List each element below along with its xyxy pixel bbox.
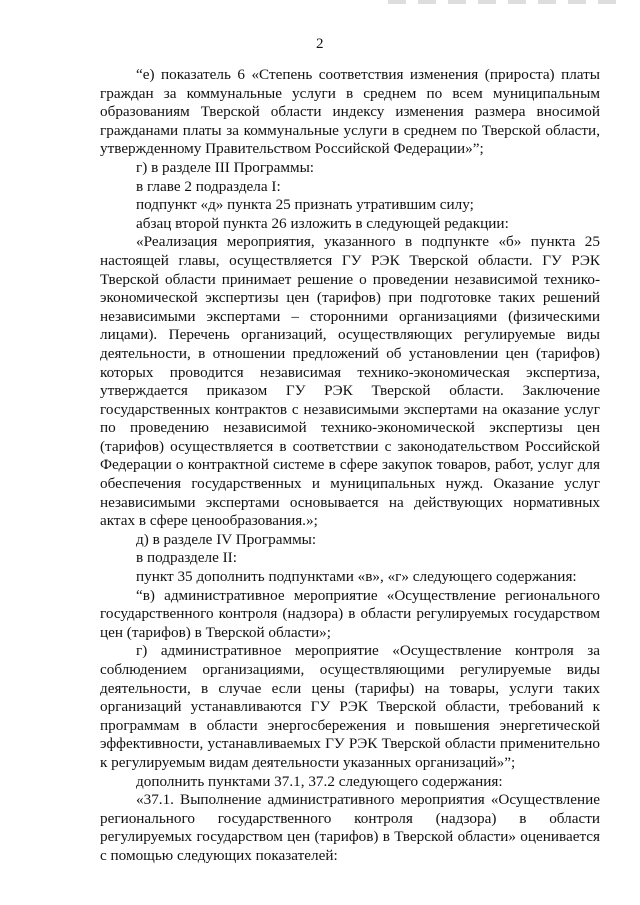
paragraph: дополнить пунктами 37.1, 37.2 следующего содержания: [136,772,503,790]
document-body [100,66,600,866]
page-number: 2 [316,36,324,52]
paragraph: г) административное мероприятие «Осуществление контроля за соблюдением организациями, осуществляющими регулируемые виды деятельности, в случае если цены (тарифы) на товары, услуги таких организаций устанавливаются ГУ РЭК Тверской области, требований к программам в области энергосбережения и повышения энергетической эффективности, устанавливаемых ГУ РЭК Тверской области применительно к регулируемым видам деятельности указанных организаций»”; [100,642,600,771]
paragraph: в главе 2 подраздела I: [136,177,281,195]
paragraph: подпункт «д» пункта 25 признать утратившим силу; [136,196,474,214]
paragraph: д) в разделе IV Программы: [136,530,317,548]
paragraph: абзац второй пункта 26 изложить в следующей редакции: [136,214,509,232]
paragraph: «37.1. Выполнение административного мероприятия «Осуществление регионального государственного контроля (надзора) в области регулируемых государством цен (тарифов) в Тверской области» оценивается с помощью следующих показателей: [100,791,600,864]
paragraph: пункт 35 дополнить подпунктами «в», «г» следующего содержания: [136,568,577,586]
paragraph: “в) административное мероприятие «Осуществление регионального государственного контроля (надзора) в области регулируемых государством цен (тарифов) в Тверской области»; [100,586,600,641]
paragraph: «Реализация мероприятия, указанного в подпункте «б» пункта 25 настоящей главы, осуществляется ГУ РЭК Тверской области. ГУ РЭК Тверской области принимает решение о проведении независимой технико-экономической экспертизы цен (тарифов) при подготовке таких решений независимыми экспертами – сторонними организациями (физическими лицами). Перечень организаций, осуществляющих регулируемые виды деятельности, в отношении предложений об установлении цен (тарифов) которых проводится независимая технико-экономическая экспертиза, утверждается приказом ГУ РЭК Тверской области. Заключение государственных контрактов с независимыми экспертами на оказание услуг по проведению независимой технико-экономической экспертизы цен (тарифов) осуществляется в соответствии с законодательством Российской Федерации о контрактной системе в сфере закупок товаров, работ, услуг для обеспечения государственных и муниципальных нужд. Оказание услуг независимыми экспертами основывается на действующих нормативных актах в сфере ценообразования.»; [100,233,600,530]
paragraph: г) в разделе III Программы: [136,158,315,176]
paragraph: в подразделе II: [136,549,237,567]
paragraph: “е) показатель 6 «Степень соответствия изменения (прироста) платы граждан за коммунальные услуги в среднем по всем муниципальным образованиям Тверской области индексу изменения размера вносимой гражданами платы за коммунальные услуги в среднем по Тверской области, утвержденному Правительством Российской Федерации»”; [100,66,600,158]
scan-artifact [388,0,628,4]
